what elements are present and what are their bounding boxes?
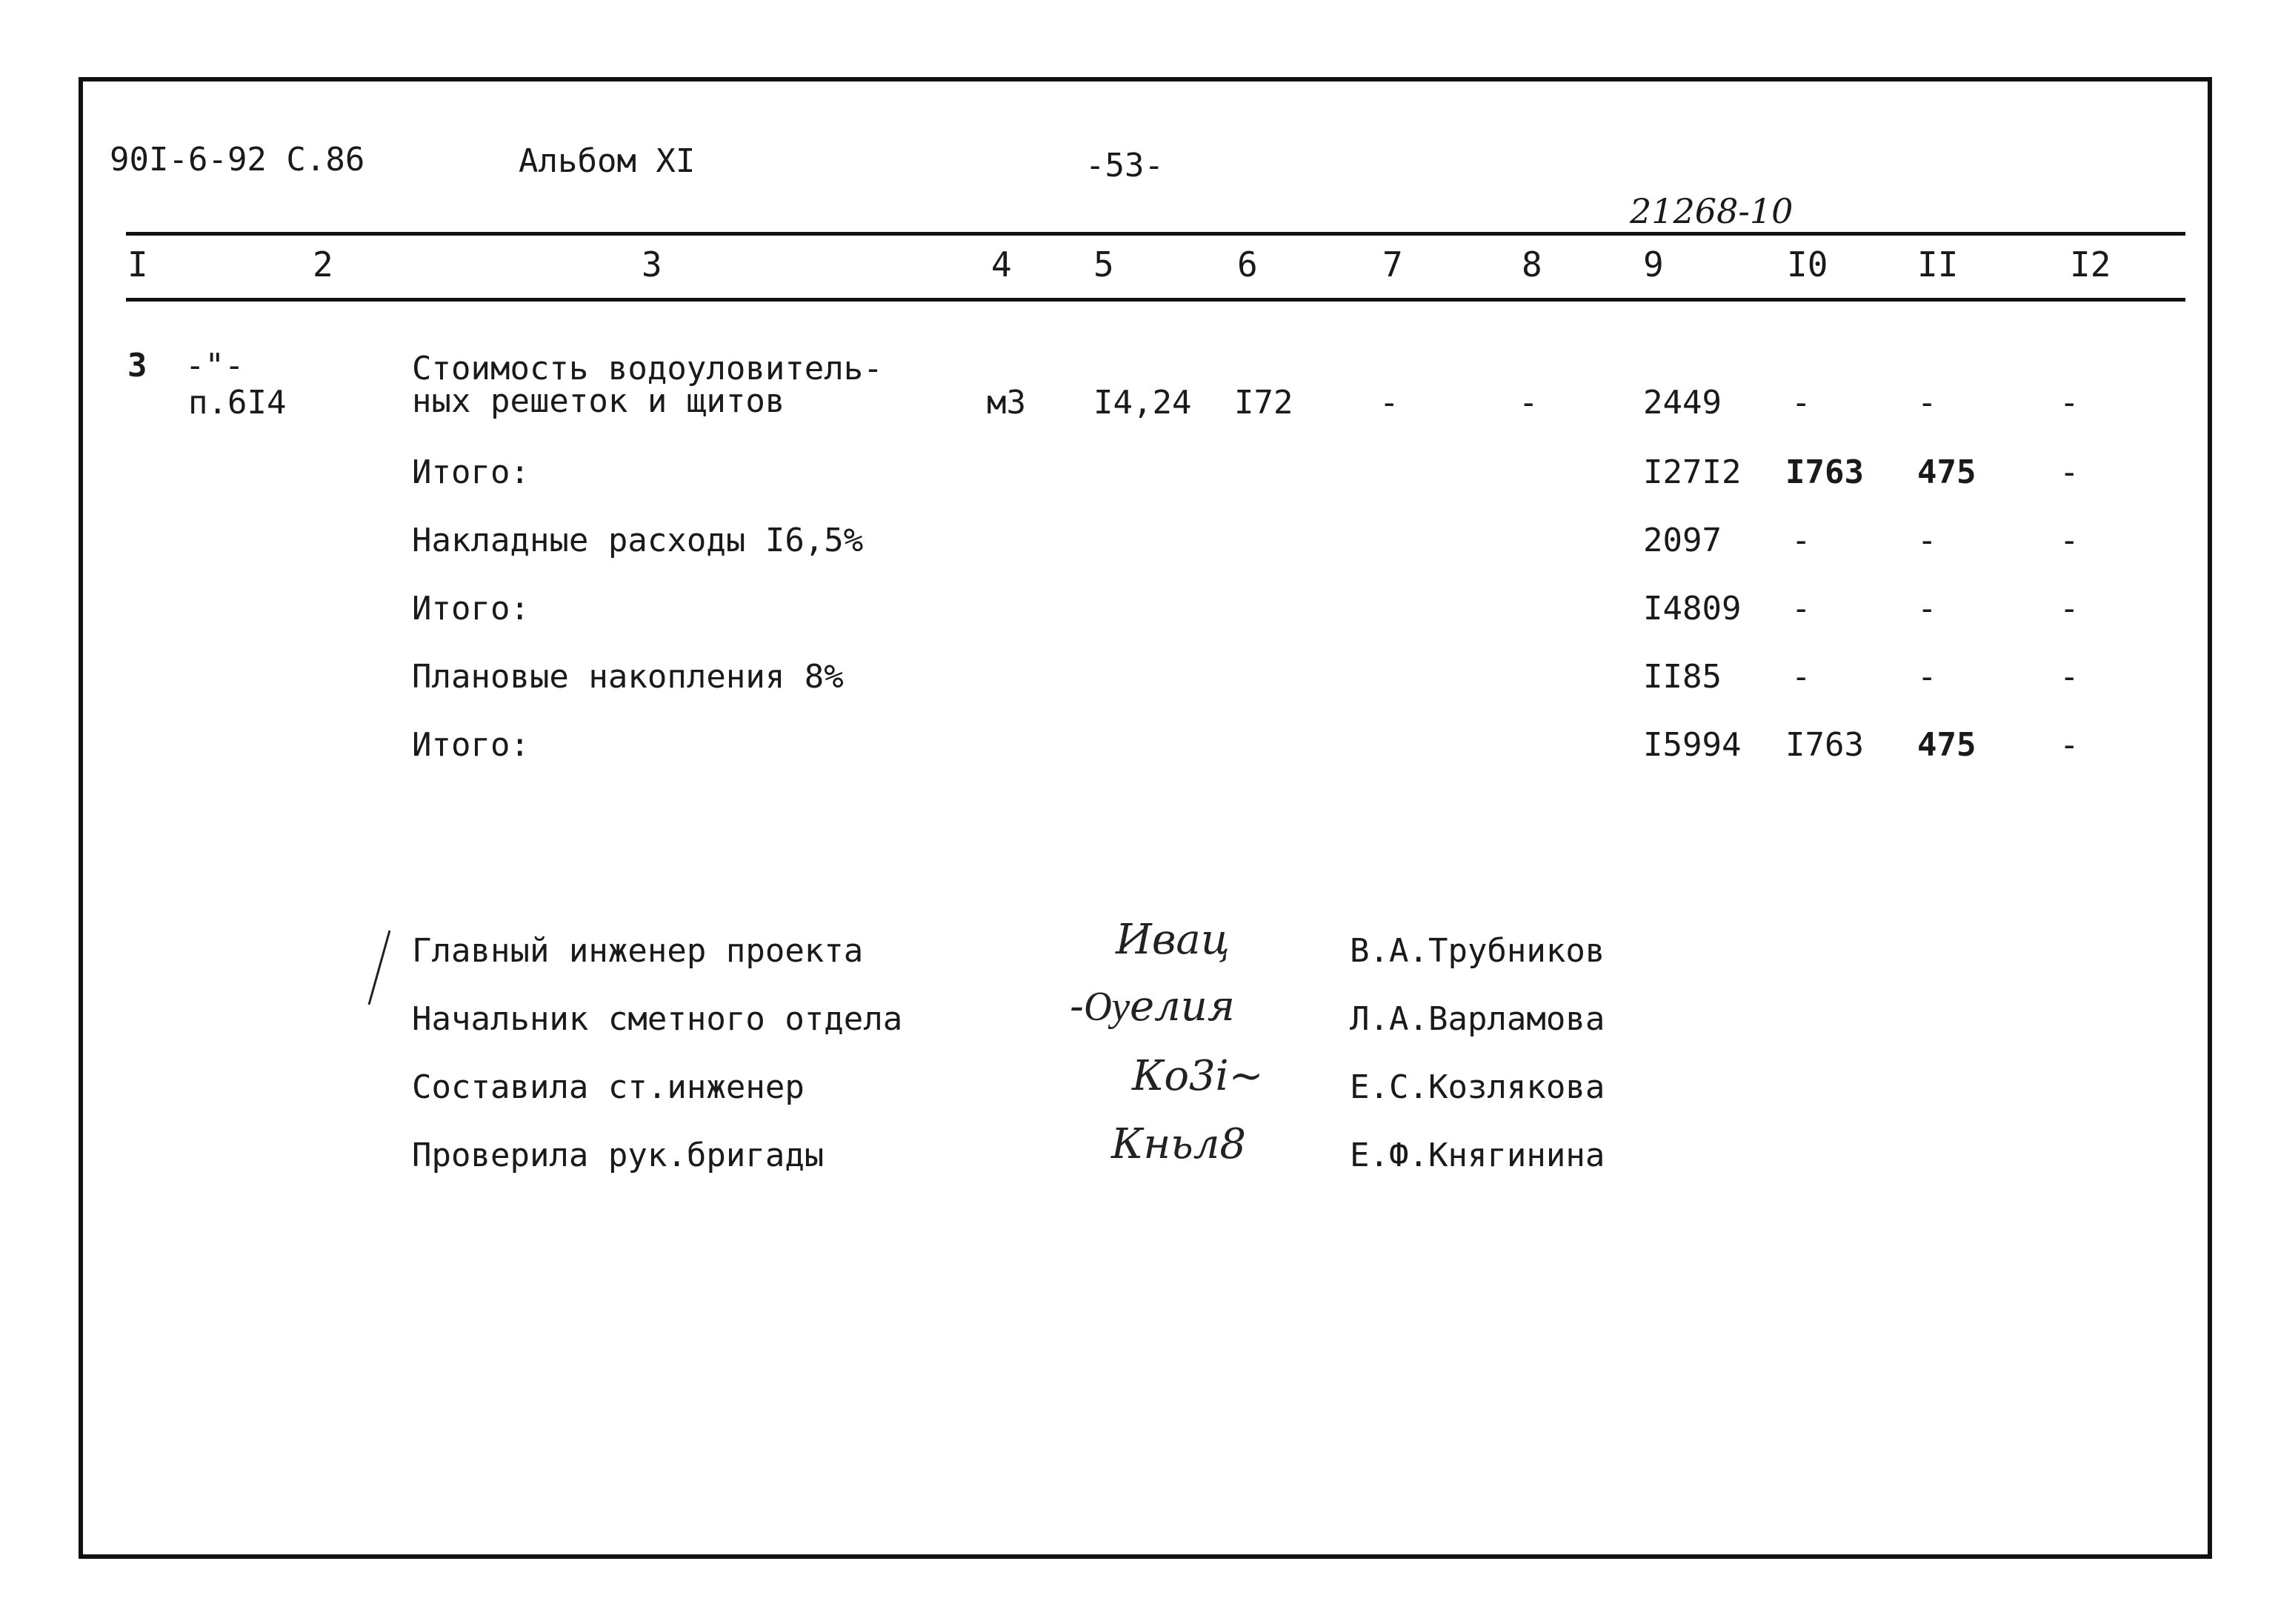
- totals-col9: I4809: [1643, 590, 1742, 628]
- totals-col10: I763: [1785, 726, 1864, 764]
- inventory-number: 21268-10: [1630, 191, 1794, 231]
- totals-col10: -: [1791, 590, 1811, 628]
- signature-role: Главный инженер проекта: [412, 932, 864, 970]
- row-col8: -: [1519, 384, 1539, 422]
- totals-col11: 475: [1917, 453, 1976, 491]
- col-header-8: 8: [1522, 244, 1542, 284]
- totals-col12: -: [2059, 590, 2079, 628]
- row-col10: -: [1791, 384, 1811, 422]
- totals-col11: -: [1917, 590, 1937, 628]
- row-quantity: I4,24: [1093, 384, 1192, 422]
- totals-col9: I5994: [1643, 726, 1742, 764]
- totals-label: Итого:: [412, 590, 530, 628]
- totals-col12: -: [2059, 522, 2079, 559]
- signature-name: В.А.Трубников: [1350, 932, 1605, 970]
- totals-col9: I27I2: [1643, 453, 1742, 491]
- signature-role: Составила ст.инженер: [412, 1068, 805, 1106]
- col-header-6: 6: [1237, 244, 1258, 284]
- totals-label: Накладные расходы I6,5%: [412, 522, 864, 559]
- totals-label: Итого:: [412, 726, 530, 764]
- totals-col11: 475: [1917, 726, 1976, 764]
- signature-role: Проверила рук.бригады: [412, 1137, 825, 1174]
- row-col7: -: [1379, 384, 1399, 422]
- row-ref-ditto: -"-: [185, 347, 244, 385]
- col-header-7: 7: [1382, 244, 1403, 284]
- col-header-10: I0: [1787, 244, 1828, 284]
- totals-col9: 2097: [1643, 522, 1722, 559]
- col-header-9: 9: [1643, 244, 1664, 284]
- row-col11: -: [1917, 384, 1937, 422]
- handwritten-signature: Кньл8: [1111, 1120, 1246, 1168]
- totals-label: Плановые накопления 8%: [412, 658, 844, 696]
- signature-name: Е.С.Козлякова: [1350, 1068, 1605, 1106]
- col-header-5: 5: [1093, 244, 1114, 284]
- row-description-line2: ных решеток и щитов: [412, 382, 785, 420]
- signature-name: Е.Ф.Княгинина: [1350, 1137, 1605, 1174]
- totals-col11: -: [1917, 658, 1937, 696]
- header-top-rule: [126, 232, 2185, 236]
- totals-col11: -: [1917, 522, 1937, 559]
- totals-col10: -: [1791, 522, 1811, 559]
- col-header-2: 2: [313, 244, 333, 284]
- handwritten-signature: Ко3і~: [1132, 1052, 1264, 1100]
- row-price: I72: [1234, 384, 1293, 422]
- signature-role: Начальник сметного отдела: [412, 1000, 903, 1038]
- row-col9: 2449: [1643, 384, 1722, 422]
- col-header-1: I: [127, 244, 148, 284]
- row-col12: -: [2059, 384, 2079, 422]
- signature-name: Л.А.Варламова: [1350, 1000, 1605, 1038]
- col-header-11: II: [1917, 244, 1959, 284]
- col-header-3: 3: [642, 244, 662, 284]
- row-description-line1: Стоимость водоуловитель-: [412, 350, 883, 387]
- document-code: 90I-6-92 С.86: [110, 141, 365, 179]
- totals-col10: I763: [1785, 453, 1864, 491]
- row-ref-code: п.6I4: [188, 384, 287, 422]
- totals-col12: -: [2059, 658, 2079, 696]
- col-header-12: I2: [2070, 244, 2111, 284]
- col-header-4: 4: [991, 244, 1012, 284]
- handwritten-signature: -Ѹелия: [1070, 982, 1235, 1031]
- page-number: -53-: [1085, 147, 1164, 184]
- totals-col10: -: [1791, 658, 1811, 696]
- totals-col12: -: [2059, 726, 2079, 764]
- totals-col9: II85: [1643, 658, 1722, 696]
- handwritten-signature: Ивац: [1116, 916, 1230, 964]
- row-number: 3: [127, 347, 147, 385]
- header-bottom-rule: [126, 298, 2185, 302]
- row-unit: м3: [987, 384, 1026, 422]
- totals-col12: -: [2059, 453, 2079, 491]
- totals-label: Итого:: [412, 453, 530, 491]
- album-label: Альбом XI: [519, 142, 696, 180]
- margin-slash-mark: [364, 928, 394, 1009]
